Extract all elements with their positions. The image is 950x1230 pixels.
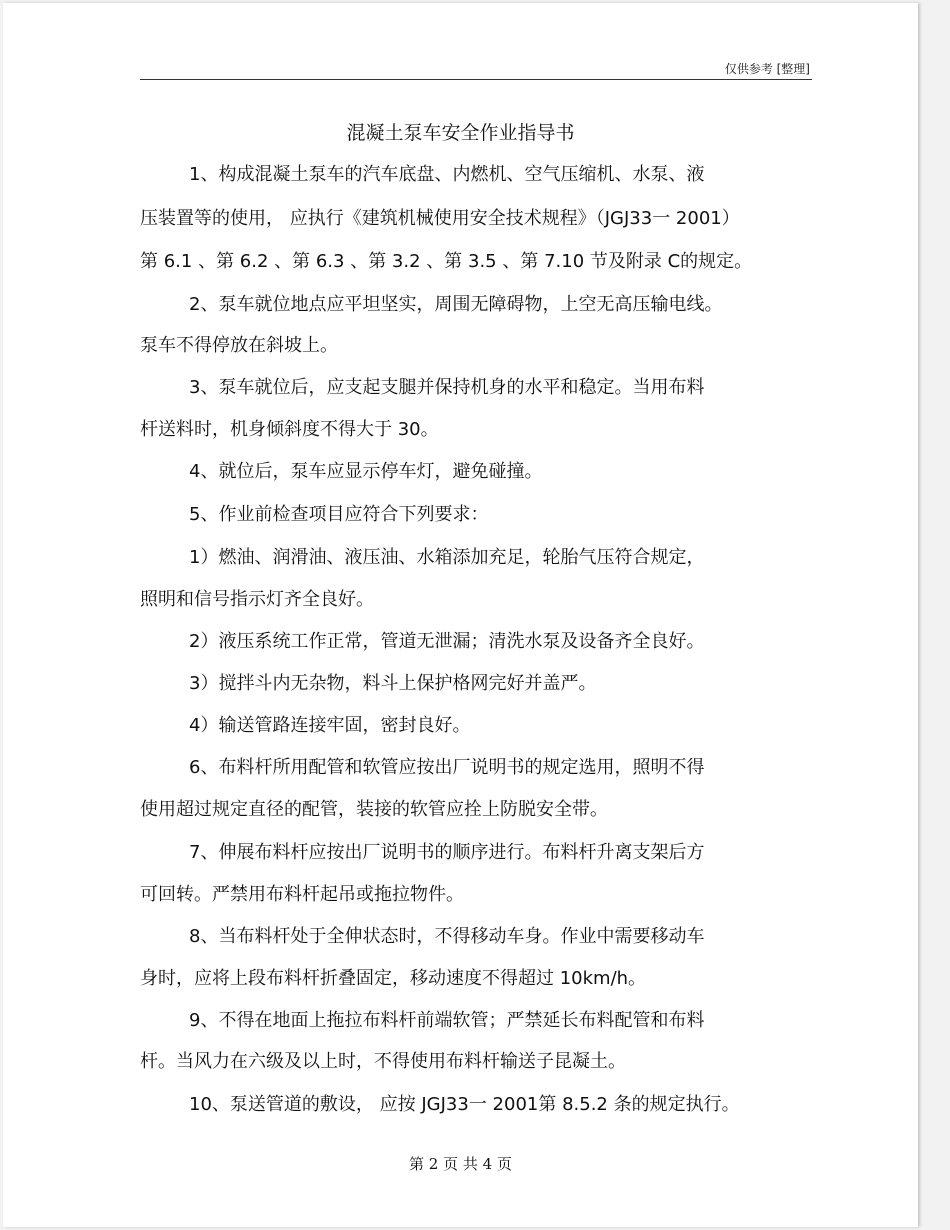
body-line: 可回转。严禁用布料杆起吊或拖拉物件。 (140, 884, 464, 905)
body-line: 1、构成混凝土泵车的汽车底盘、内燃机、空气压缩机、水泵、液 (189, 164, 705, 185)
body-line: 1）燃油、润滑油、液压油、水箱添加充足，轮胎气压符合规定， (189, 547, 705, 568)
body-line: 杆。当风力在六级及以上时，不得使用布料杆输送子昆凝土。 (140, 1051, 626, 1072)
body-line: 4）输送管路连接牢固，密封良好。 (189, 715, 471, 736)
body-line: 杆送料时，机身倾斜度不得大于 30。 (140, 419, 439, 440)
document-page (3, 3, 918, 1227)
body-line: 2）液压系统工作正常，管道无泄漏；清洗水泵及设备齐全良好。 (189, 631, 705, 652)
body-line: 泵车不得停放在斜坡上。 (140, 335, 338, 356)
body-line: 压装置等的使用， 应执行《建筑机械使用安全技术规程》（JGJ33一 2001） (140, 208, 740, 229)
body-line: 身时，应将上段布料杆折叠固定，移动速度不得超过 10km/h。 (140, 968, 647, 989)
header-divider (140, 79, 812, 80)
page-number-footer: 第 2 页 共 4 页 (409, 1155, 512, 1173)
body-line: 5、作业前检查项目应符合下列要求： (189, 504, 489, 525)
body-line: 6、布料杆所用配管和软管应按出厂说明书的规定选用，照明不得 (189, 757, 705, 778)
body-line: 2、泵车就位地点应平坦坚实，周围无障碍物，上空无高压输电线。 (189, 294, 723, 315)
body-line: 照明和信号指示灯齐全良好。 (140, 589, 374, 610)
body-line: 3、泵车就位后，应支起支腿并保持机身的水平和稳定。当用布料 (189, 377, 705, 398)
body-line: 第 6.1 、第 6.2 、第 6.3 、第 3.2 、第 3.5 、第 7.10 节及附录 C的规定。 (140, 251, 753, 272)
body-line: 8、当布料杆处于全伸状态时，不得移动车身。作业中需要移动车 (189, 926, 705, 947)
header-note: 仅供参考 [整理] (724, 62, 810, 76)
body-line: 4、就位后，泵车应显示停车灯，避免碰撞。 (189, 461, 543, 482)
body-line: 9、不得在地面上拖拉布料杆前端软管；严禁延长布料配管和布料 (189, 1010, 705, 1031)
document-title: 混凝土泵车安全作业指导书 (346, 122, 575, 144)
body-line: 7、伸展布料杆应按出厂说明书的顺序进行。布料杆升离支架后方 (189, 842, 705, 863)
body-line: 使用超过规定直径的配管，装接的软管应拴上防脱安全带。 (140, 799, 608, 820)
body-line: 3）搅拌斗内无杂物，料斗上保护格网完好并盖严。 (189, 673, 597, 694)
body-line: 10、泵送管道的敷设， 应按 JGJ33一 2001第 8.5.2 条的规定执行。 (189, 1094, 740, 1115)
